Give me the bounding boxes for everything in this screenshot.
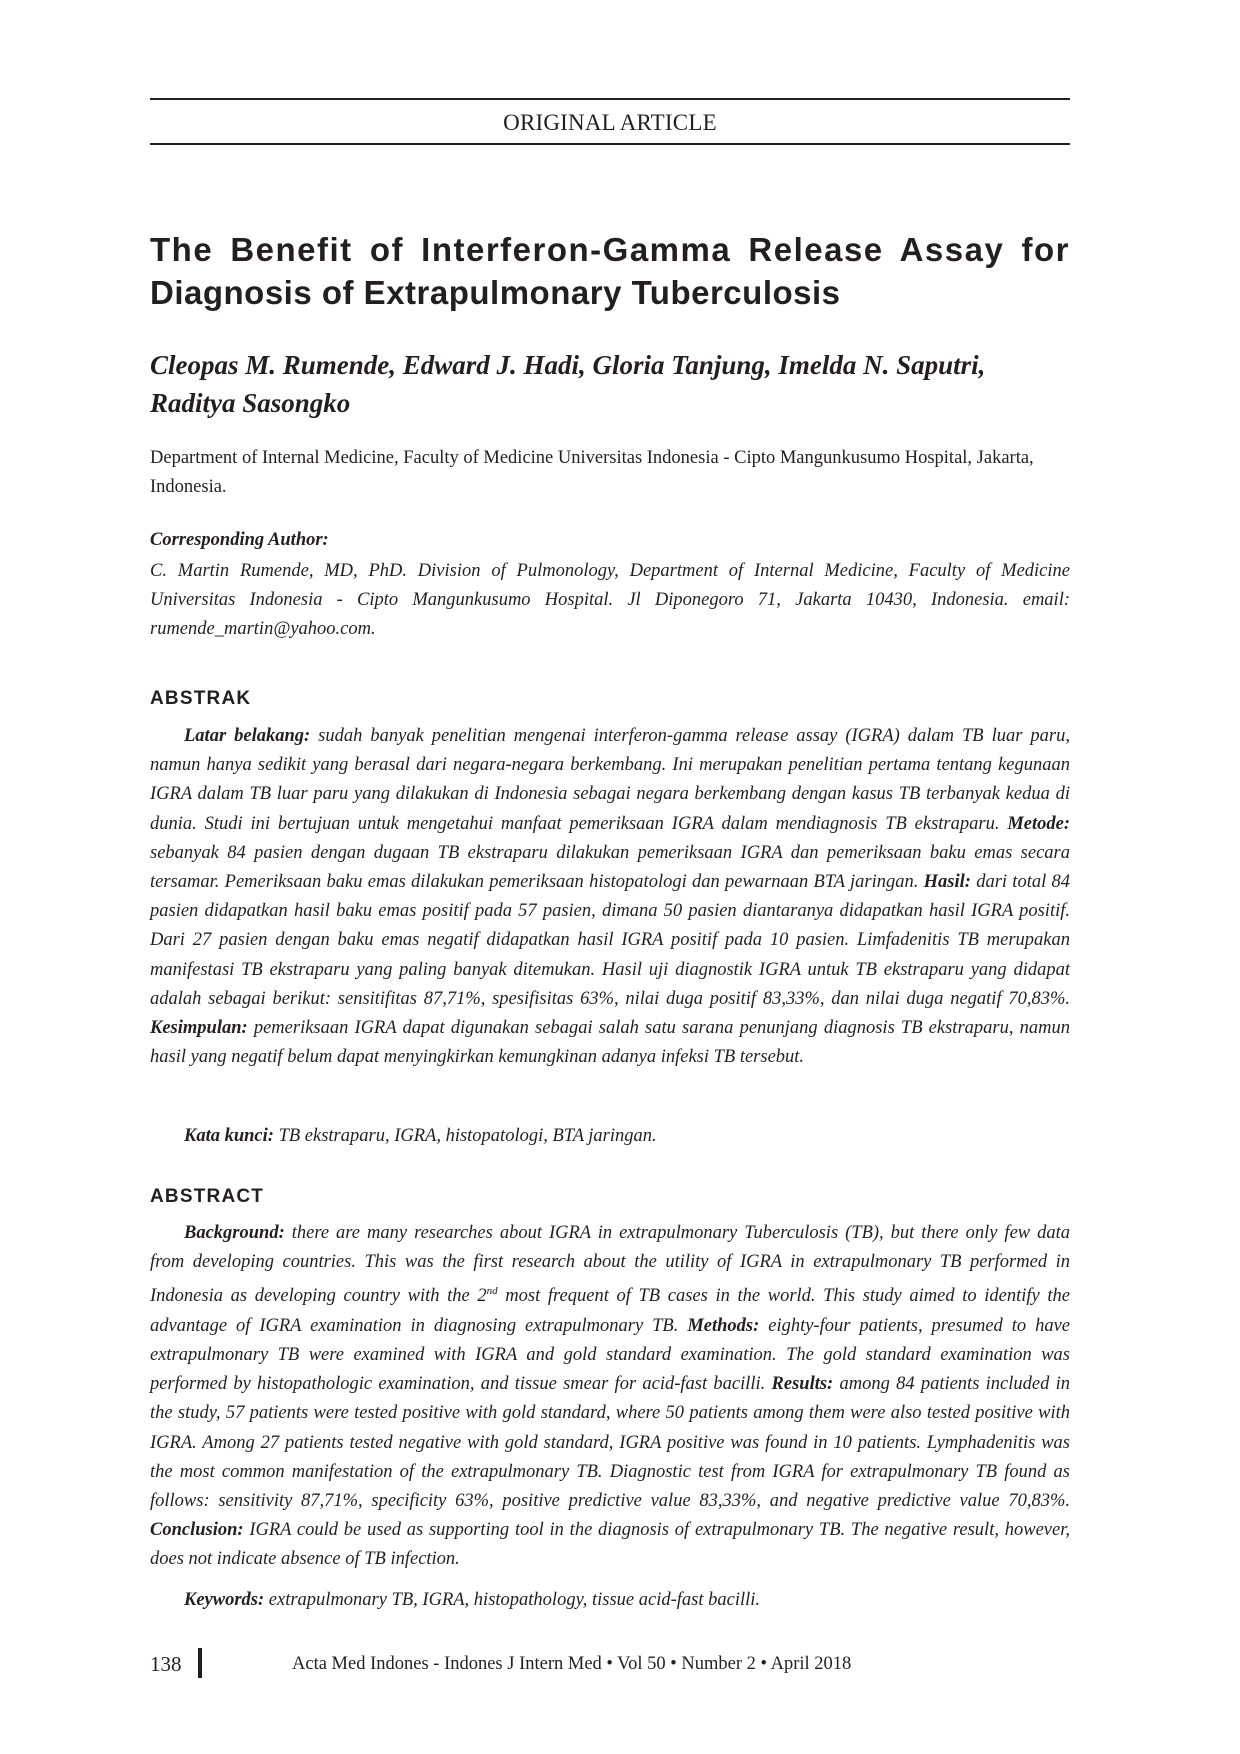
abstrak-kesimpulan-text: pemeriksaan IGRA dapat digunakan sebagai salah satu sarana penunjang diagnosis TB ekstraparu, namun hasil yang negatif belum dapat menyingkirkan kemungkinan adanya infeksi TB tersebut. (150, 1018, 1070, 1068)
author-list: Cleopas M. Rumende, Edward J. Hadi, Gloria Tanjung, Imelda N. Saputri, Raditya Sasongko (150, 350, 986, 418)
keywords-text: extrapulmonary TB, IGRA, histopathology, tissue acid-fast bacilli. (264, 1590, 761, 1610)
abstrak-metode-label: Metode: (1007, 813, 1070, 834)
abstract-results-label: Results: (771, 1374, 834, 1395)
article-title-line1: The Benefit of Interferon-Gamma Release Assay for (150, 231, 1070, 268)
corresponding-author-heading: Corresponding Author: (150, 530, 329, 550)
abstract-background-text-a: there are many researches about IGRA in extrapulmonary Tuberculosis (TB), but there only few data from developing countries. This was the first research about the utility of IGRA in extrapulmonary TB performed in Indonesia as developing country with the 2 (150, 1223, 1070, 1307)
abstract-heading: ABSTRACT (150, 1186, 265, 1207)
abstract-conclusion-label: Conclusion: (150, 1520, 244, 1541)
article-title (150, 228, 1070, 314)
abstrak-kesimpulan-label: Kesimpulan: (150, 1018, 248, 1039)
abstract-background-label: Background: (184, 1223, 285, 1243)
abstract-methods-label: Methods: (687, 1315, 760, 1336)
abstract-methods-text: eighty-four patients, presumed to have extrapulmonary TB were examined with IGRA and gold standard examination. The gold standard examination was performed by histopathologic examination, and tissue smear for acid-fast bacilli. (150, 1315, 1071, 1395)
abstrak-latar-belakang-label: Latar belakang: (184, 726, 311, 746)
header-rule-bottom (150, 143, 1070, 145)
abstract-background-text-b: most frequent of TB cases in the world. This study aimed to identify the advantage of IGRA examination in diagnosing extrapulmonary TB. (150, 1286, 1070, 1336)
page-number: 138 (150, 1652, 182, 1676)
abstrak-hasil-label: Hasil: (923, 872, 971, 893)
abstrak-body (150, 722, 1070, 1072)
abstrak-heading: ABSTRAK (150, 688, 252, 709)
abstrak-latar-belakang-text: sudah banyak penelitian mengenai interferon-gamma release assay (IGRA) dalam TB luar paru, namun hanya sedikit yang berasal dari negara-negara berkembang. Ini merupakan penelitian pertama tentang kegunaan IGRA dalam TB luar paru yang dilakukan di Indonesia sebagai negara berkembang dengan kasus TB terbanyak kedua di dunia. Studi ini bertujuan untuk mengetahui manfaat pemeriksaan IGRA dalam mendiagnosis TB ekstraparu. (150, 726, 1070, 834)
keywords (150, 1586, 1070, 1615)
kata-kunci-text: TB ekstraparu, IGRA, histopatologi, BTA jaringan. (273, 1126, 657, 1146)
section-label: ORIGINAL ARTICLE (503, 110, 717, 135)
affiliation: Department of Internal Medicine, Faculty of Medicine Universitas Indonesia - Cipto Mangunkusumo Hospital, Jakarta, Indonesia. (150, 448, 1034, 497)
footer-divider-bar (198, 1648, 202, 1678)
abstract-conclusion-text: IGRA could be used as supporting tool in the diagnosis of extrapulmonary TB. The negative result, however, does not indicate absence of TB infection. (150, 1520, 1070, 1570)
kata-kunci (150, 1122, 1070, 1151)
abstract-results-text: among 84 patients included in the study, 57 patients were tested positive with gold standard, where 50 patients among them were also tested positive with IGRA. Among 27 patients tested negative with gold standard, IGRA positive was found in 10 patients. Lymphadenitis was the most common manifestation of the extrapulmonary TB. Diagnostic test from IGRA for extrapulmonary TB found as follows: sensitivity 87,71%, specificity 63%, positive predictive value 83,33%, and negative predictive value 70,83%. (150, 1374, 1070, 1511)
abstract-body (150, 1219, 1070, 1575)
keywords-label: Keywords: (184, 1590, 265, 1610)
kata-kunci-label: Kata kunci: (184, 1126, 274, 1146)
article-page (150, 0, 1070, 1754)
header-rule-top (150, 98, 1070, 100)
journal-citation: Acta Med Indones - Indones J Intern Med • Vol 50 • Number 2 • April 2018 (292, 1654, 852, 1674)
abstrak-metode-text: sebanyak 84 pasien dengan dugaan TB ekstraparu dilakukan pemeriksaan IGRA dan pemeriksaan baku emas secara tersamar. Pemeriksaan baku emas dilakukan pemeriksaan histopatologi dan pewarnaan BTA jaringan. (150, 842, 1070, 893)
abstrak-hasil-text: dari total 84 pasien didapatkan hasil baku emas positif pada 57 pasien, dimana 50 pasien diantaranya didapatkan hasil IGRA positif. Dari 27 pasien dengan baku emas negatif didapatkan hasil IGRA positif pada 10 pasien. Limfadenitis TB merupakan manifestasi TB ekstraparu yang paling banyak ditemukan. Hasil uji diagnostik IGRA untuk TB ekstraparu yang didapat adalah sebagai berikut: sensitifitas 87,71%, spesifisitas 63%, nilai duga positif 83,33%, dan nilai duga negatif 70,83%. (150, 872, 1071, 1009)
abstract-ordinal-sup: nd (486, 1285, 498, 1298)
corresponding-author-details: C. Martin Rumende, MD, PhD. Division of Pulmonology, Department of Internal Medicine, Faculty of Medicine Universitas Indonesia - Cipto Mangunkusumo Hospital. Jl Diponegoro 71, Jakarta 10430, Indonesia. email: rumende_martin@yahoo.com. (150, 561, 1070, 639)
article-title-line2: Diagnosis of Extrapulmonary Tuberculosis (150, 274, 841, 311)
